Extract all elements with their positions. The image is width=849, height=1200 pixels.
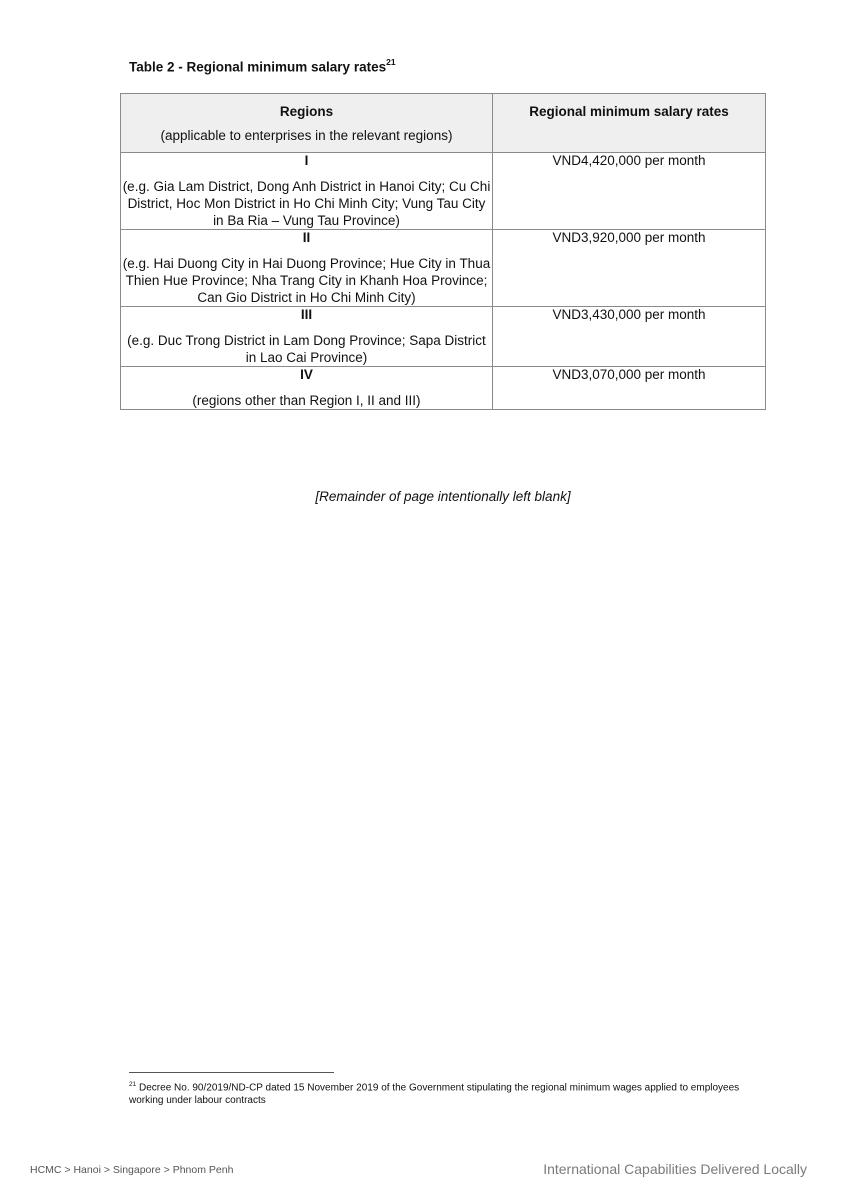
salary-table [120, 93, 766, 410]
table-row [121, 153, 766, 230]
rates-header-cell [493, 94, 766, 153]
regions-header-title: Regions [279, 104, 334, 119]
footnote-number: 21 [129, 1081, 137, 1088]
region-description: (regions other than Region I, II and III) [192, 393, 421, 408]
table-title-footnote-ref: 21 [386, 57, 396, 67]
footnote [129, 1078, 769, 1107]
footnote-divider [129, 1072, 334, 1073]
table-body [121, 153, 766, 410]
regions-header-subtitle: (applicable to enterprises in the relevant regions) [160, 128, 453, 143]
table-row [121, 230, 766, 307]
table-row [121, 367, 766, 410]
region-description: (e.g. Gia Lam District, Dong Anh District in Hanoi City; Cu Chi District, Hoc Mon District in Ho Chi Minh City; Vung Tau City in Ba Ria – Vung Tau Province) [122, 179, 491, 228]
rate-cell: VND4,420,000 per month [493, 153, 766, 230]
table-row [121, 307, 766, 367]
region-code: I [304, 153, 309, 168]
rate-cell: VND3,920,000 per month [493, 230, 766, 307]
region-code: II [302, 230, 311, 245]
table-header [121, 94, 766, 153]
region-cell [121, 307, 493, 367]
footer-tagline: International Capabilities Delivered Locally [543, 1161, 807, 1177]
remainder-blank-note: [Remainder of page intentionally left blank] [315, 489, 571, 504]
region-cell [121, 153, 493, 230]
region-code: IV [300, 367, 313, 382]
regions-header-cell [121, 94, 493, 153]
footnote-text: Decree No. 90/2019/ND-CP dated 15 November 2019 of the Government stipulating the regional minimum wages applied to employees working under labour contracts [129, 1082, 740, 1107]
region-description: (e.g. Duc Trong District in Lam Dong Province; Sapa District in Lao Cai Province) [127, 333, 486, 365]
footer-locations: HCMC > Hanoi > Singapore > Phnom Penh [30, 1164, 234, 1176]
table-title [129, 58, 396, 75]
rate-cell: VND3,430,000 per month [493, 307, 766, 367]
rate-cell: VND3,070,000 per month [493, 367, 766, 410]
region-description: (e.g. Hai Duong City in Hai Duong Province; Hue City in Thua Thien Hue Province; Nha Trang City in Khanh Hoa Province; Can Gio District in Ho Chi Minh City) [122, 256, 491, 305]
region-cell [121, 367, 493, 410]
table-title-text: Table 2 - Regional minimum salary rates [129, 59, 387, 75]
region-code: III [300, 307, 313, 322]
region-cell [121, 230, 493, 307]
rates-header-title: Regional minimum salary rates [529, 104, 729, 119]
table-header-row [121, 94, 766, 153]
